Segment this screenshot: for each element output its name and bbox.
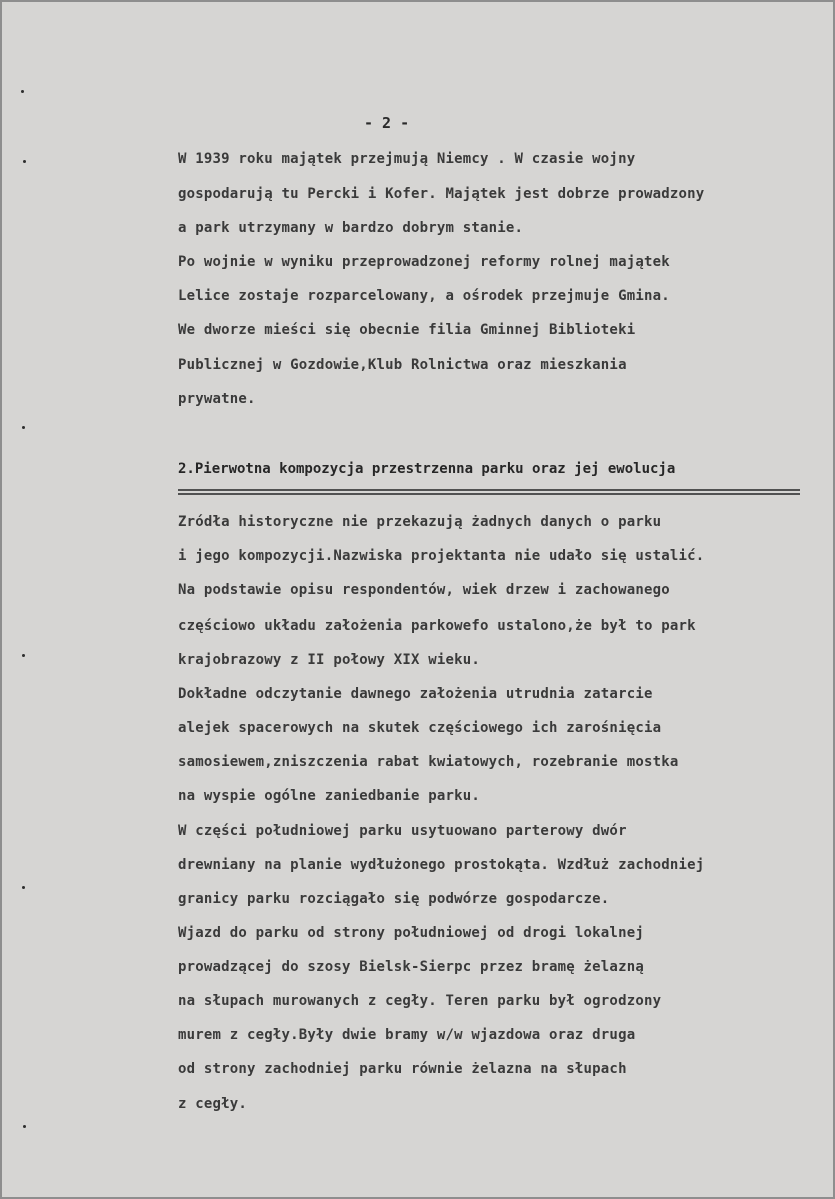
section-line: Dokładne odczytanie dawnego założenia utrudnia zatarcie [178,686,653,702]
section-line: murem z cegły.Były dwie bramy w/w wjazdowa oraz druga [178,1027,636,1043]
section-line: krajobrazowy z II połowy XIX wieku. [178,652,481,668]
heading-underline [178,489,800,491]
page-number: - 2 - [364,114,410,132]
section-line: i jego kompozycji.Nazwiska projektanta nie udało się ustalić. [178,548,705,564]
section-line: na słupach murowanych z cegły. Teren parku był ogrodzony [178,993,662,1009]
section-line: drewniany na planie wydłużonego prostokąta. Wzdłuż zachodniej [178,857,705,873]
margin-speck [23,1125,26,1128]
margin-speck [22,654,25,657]
section-line: na wyspie ogólne zaniedbanie parku. [178,788,481,804]
section-line: samosiewem,zniszczenia rabat kwiatowych, rozebranie mostka [178,754,679,770]
section-line: W części południowej parku usytuowano parterowy dwór [178,823,627,839]
intro-line: gospodarują tu Percki i Kofer. Majątek jest dobrze prowadzony [178,186,705,202]
intro-line: Publicznej w Gozdowie,Klub Rolnictwa oraz mieszkania [178,357,627,373]
heading-underline [178,493,800,495]
intro-line: a park utrzymany w bardzo dobrym stanie. [178,220,524,236]
margin-speck [23,160,26,163]
intro-line: Po wojnie w wyniku przeprowadzonej reformy rolnej majątek [178,254,670,270]
intro-line: W 1939 roku majątek przejmują Niemcy . W czasie wojny [178,151,636,167]
margin-speck [21,90,24,93]
section-line: Na podstawie opisu respondentów, wiek drzew i zachowanego [178,582,670,598]
section-line: Wjazd do parku od strony południowej od drogi lokalnej [178,925,644,941]
intro-line: Lelice zostaje rozparcelowany, a ośrodek przejmuje Gmina. [178,288,670,304]
intro-line: We dworze mieści się obecnie filia Gminnej Biblioteki [178,322,636,338]
intro-line: prywatne. [178,391,256,407]
margin-speck [22,886,25,889]
section-line: granicy parku rozciągało się podwórze gospodarcze. [178,891,610,907]
section-heading: 2.Pierwotna kompozycja przestrzenna parku oraz jej ewolucja [178,461,676,477]
section-line: z cegły. [178,1096,248,1112]
section-line: od strony zachodniej parku równie żelazna na słupach [178,1061,627,1077]
margin-speck [22,426,25,429]
section-line: prowadzącej do szosy Bielsk-Sierpc przez bramę żelazną [178,959,644,975]
section-line: częściowo układu założenia parkowefo ustalono,że był to park [178,618,696,634]
section-line: alejek spacerowych na skutek częściowego ich zarośnięcia [178,720,662,736]
section-line: Zródła historyczne nie przekazują żadnych danych o parku [178,514,662,530]
